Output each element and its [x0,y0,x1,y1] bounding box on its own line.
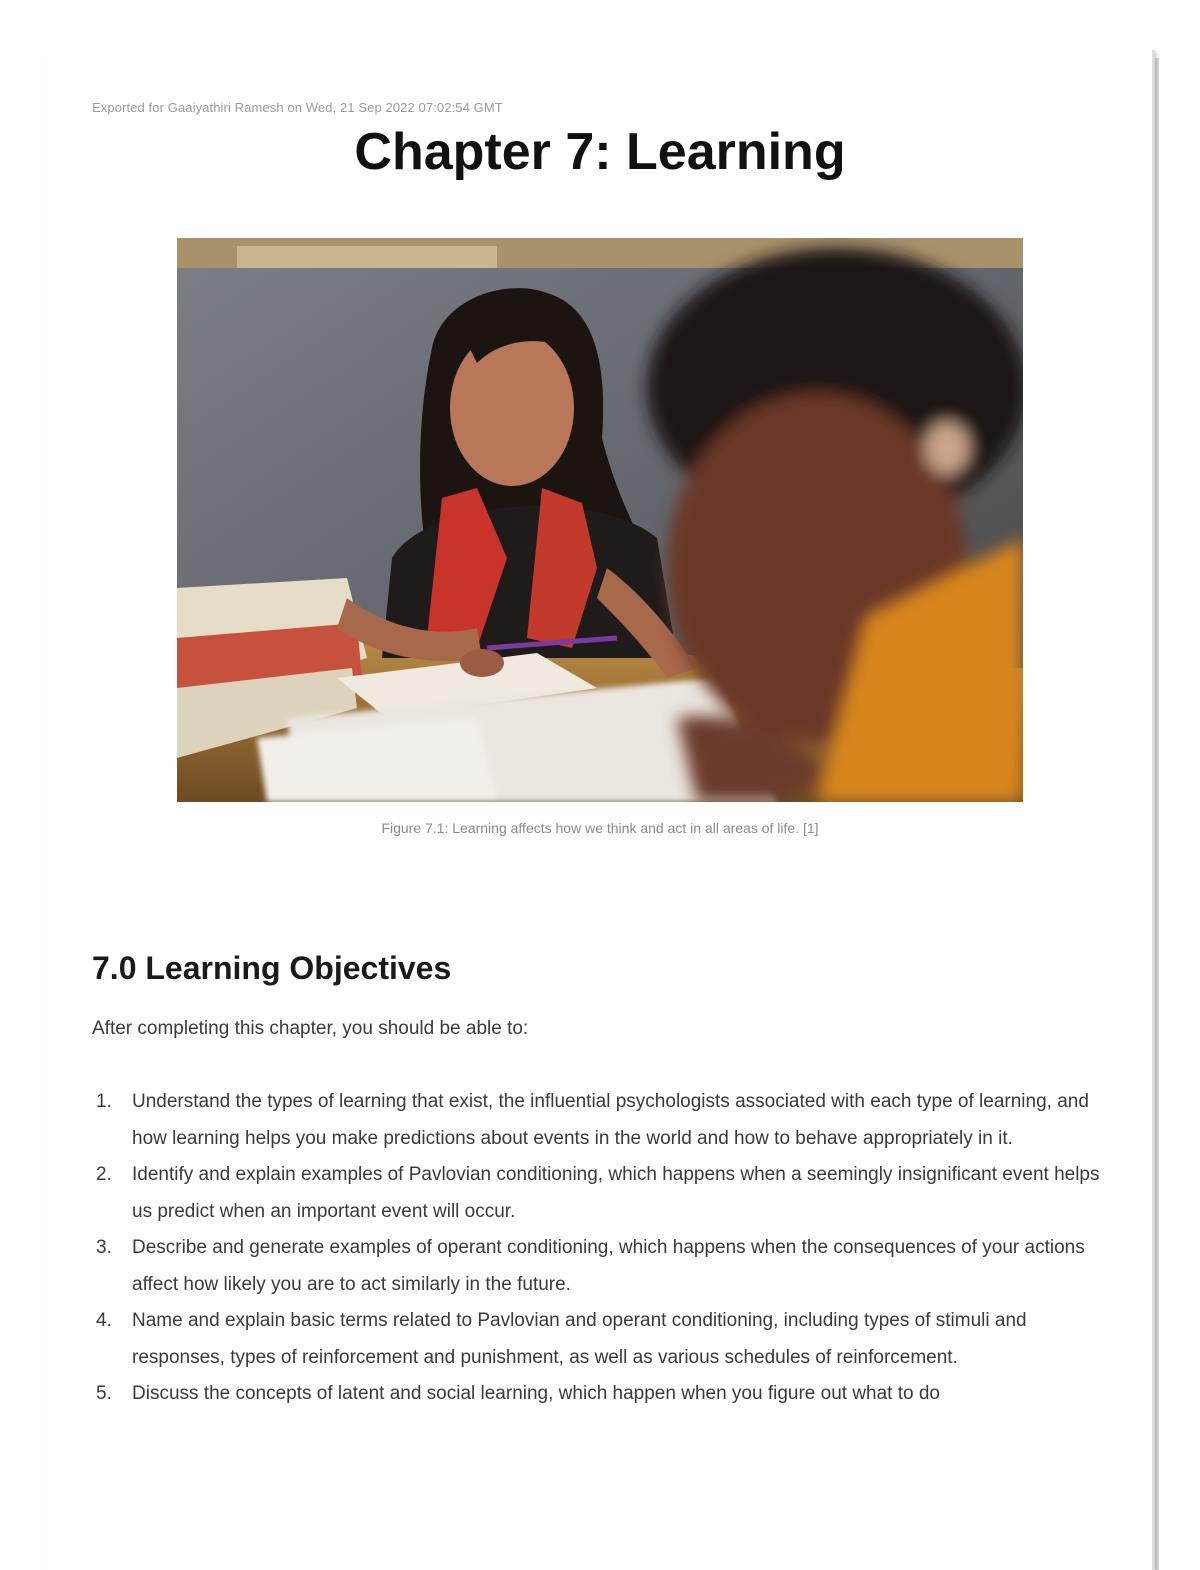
list-item-text: Discuss the concepts of latent and social learning, which happen when you figure out what to do [132,1383,941,1404]
list-item [92,1084,1112,1157]
list-item-text: Name and explain basic terms related to Pavlovian and operant conditioning, including types of stimuli and responses, types of reinforcement and punishment, as well as various schedules of reinforcement. [132,1310,1027,1368]
list-item-text: Describe and generate examples of operant conditioning, which happens when the consequences of your actions affect how likely you are to act similarly in the future. [132,1237,1085,1295]
section-intro: After completing this chapter, you should be able to: [92,1018,529,1039]
list-item-number: 4. [96,1310,112,1331]
objectives-list [92,1084,1112,1413]
list-item [92,1376,1112,1413]
figure-caption: Figure 7.1: Learning affects how we think and act in all areas of life. [1] [381,820,819,836]
list-item [92,1303,1112,1376]
list-item [92,1230,1112,1303]
list-item [92,1157,1112,1230]
list-item-text: Identify and explain examples of Pavlovian conditioning, which happens when a seemingly insignificant event helps us predict when an important event will occur. [132,1164,1100,1222]
list-item-number: 3. [96,1237,112,1258]
export-info: Exported for Gaaiyathiri Ramesh on Wed, 21 Sep 2022 07:02:54 GMT [92,100,503,115]
figure-image [177,238,1023,802]
list-item-number: 1. [96,1091,112,1112]
list-item-number: 2. [96,1164,112,1185]
list-item-number: 5. [96,1383,112,1404]
list-item-text: Understand the types of learning that exist, the influential psychologists associated with each type of learning, and how learning helps you make predictions about events in the world and how to behave appropriately in it. [132,1091,1089,1149]
section-heading: 7.0 Learning Objectives [92,950,452,986]
chapter-title: Chapter 7: Learning [354,123,846,181]
